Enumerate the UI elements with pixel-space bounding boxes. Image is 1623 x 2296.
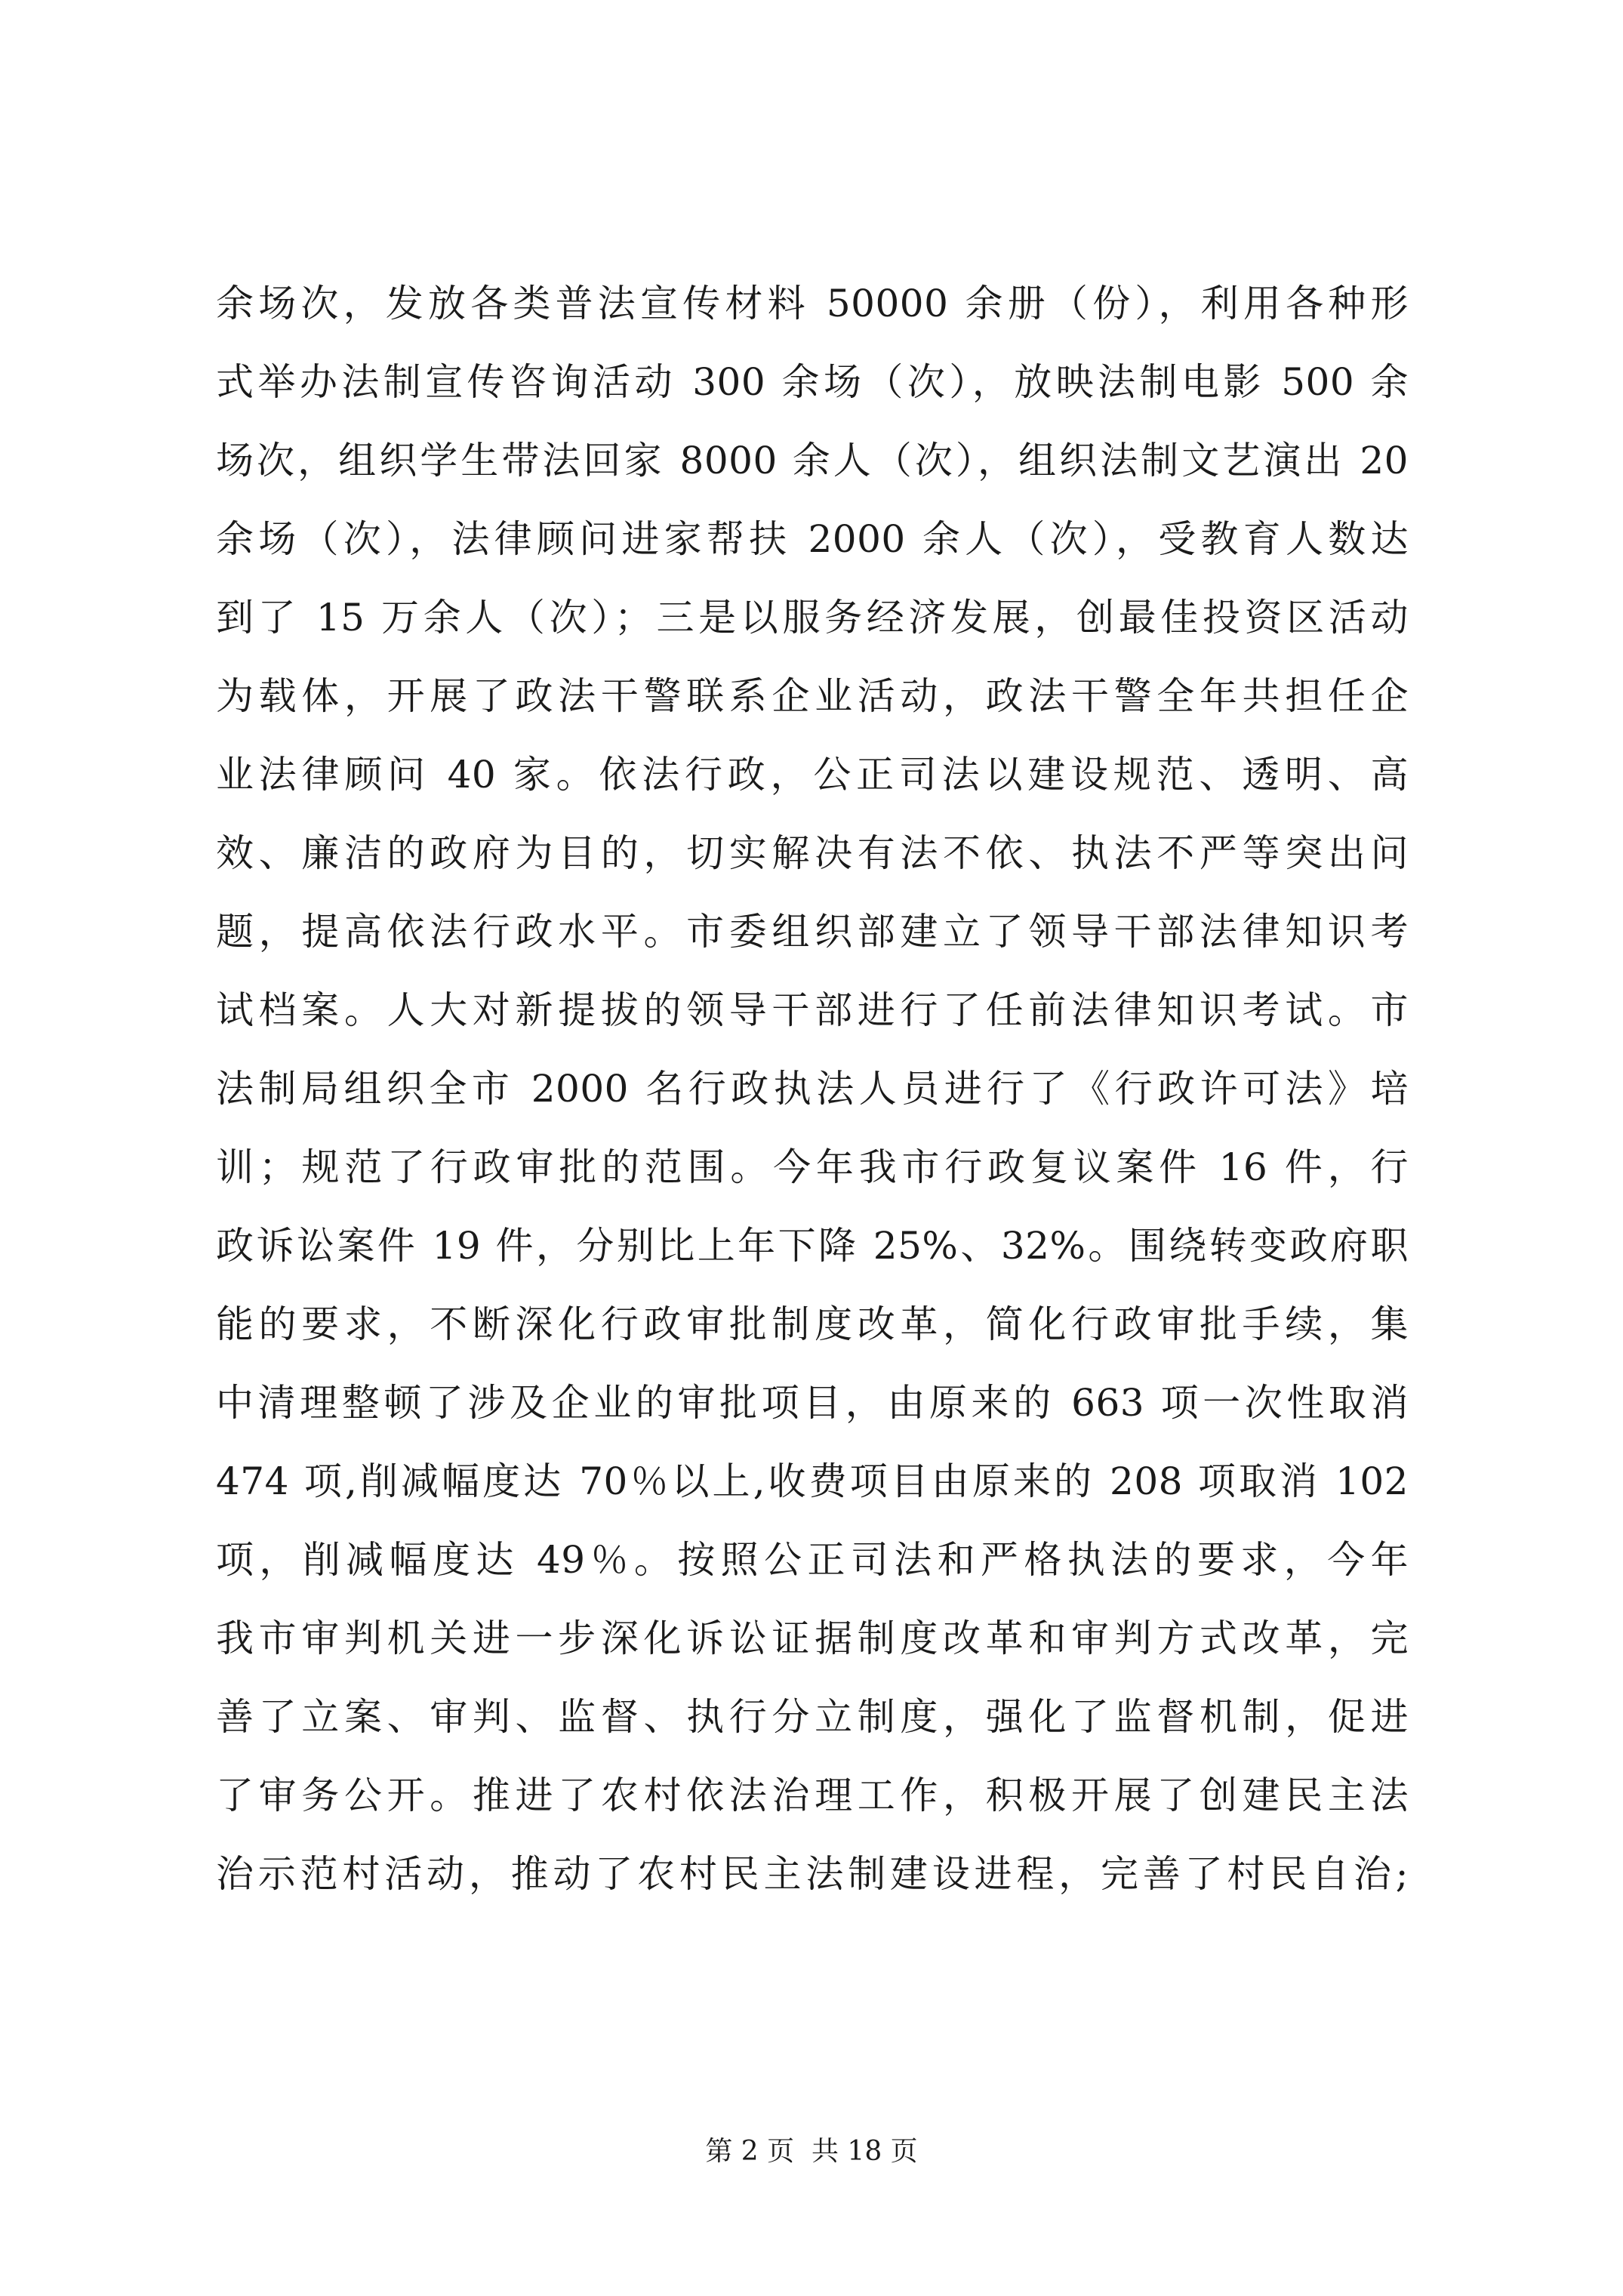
text-line: 为载体，开展了政法干警联系企业活动，政法干警全年共担任企 xyxy=(216,674,1409,718)
text-line: 474 项,削减幅度达 70％以上,收费项目由原来的 208 项取消 102 xyxy=(216,1459,1409,1503)
text-line: 试档案。人大对新提拔的领导干部进行了任前法律知识考试。市 xyxy=(216,988,1409,1032)
text-line: 训；规范了行政审批的范围。今年我市行政复议案件 16 件，行 xyxy=(216,1145,1409,1189)
text-line: 了审务公开。推进了农村依法治理工作，积极开展了创建民主法 xyxy=(216,1774,1409,1817)
text-line: 式举办法制宣传咨询活动 300 余场（次），放映法制电影 500 余 xyxy=(216,360,1409,404)
text-line: 余场次，发放各类普法宣传材料 50000 余册（份），利用各种形 xyxy=(216,282,1409,325)
text-line: 余场（次），法律顾问进家帮扶 2000 余人（次），受教育人数达 xyxy=(216,517,1409,561)
text-line: 法制局组织全市 2000 名行政执法人员进行了《行政许可法》培 xyxy=(216,1067,1409,1111)
text-line: 业法律顾问 40 家。依法行政，公正司法以建设规范、透明、高 xyxy=(216,753,1409,797)
text-line: 题，提高依法行政水平。市委组织部建立了领导干部法律知识考 xyxy=(216,910,1409,954)
text-line: 项，削减幅度达 49％。按照公正司法和严格执法的要求，今年 xyxy=(216,1538,1409,1582)
text-line: 到了 15 万余人（次）；三是以服务经济发展，创最佳投资区活动 xyxy=(216,596,1409,639)
text-line: 我市审判机关进一步深化诉讼证据制度改革和审判方式改革，完 xyxy=(216,1616,1409,1660)
page-number-footer: 第 2 页 共 18 页 xyxy=(705,2136,918,2167)
text-line: 场次，组织学生带法回家 8000 余人（次），组织法制文艺演出 20 xyxy=(216,439,1409,482)
text-line: 效、廉洁的政府为目的，切实解决有法不依、执法不严等突出问 xyxy=(216,831,1409,875)
text-line: 善了立案、审判、监督、执行分立制度，强化了监督机制，促进 xyxy=(216,1695,1409,1739)
body-text xyxy=(216,264,1409,1913)
text-line: 治示范村活动，推动了农村民主法制建设进程，完善了村民自治; xyxy=(216,1852,1409,1896)
text-line: 政诉讼案件 19 件，分别比上年下降 25%、32%。围绕转变政府职 xyxy=(216,1224,1409,1268)
text-line: 中清理整顿了涉及企业的审批项目，由原来的 663 项一次性取消 xyxy=(216,1381,1409,1425)
text-line: 能的要求，不断深化行政审批制度改革，简化行政审批手续，集 xyxy=(216,1302,1409,1346)
